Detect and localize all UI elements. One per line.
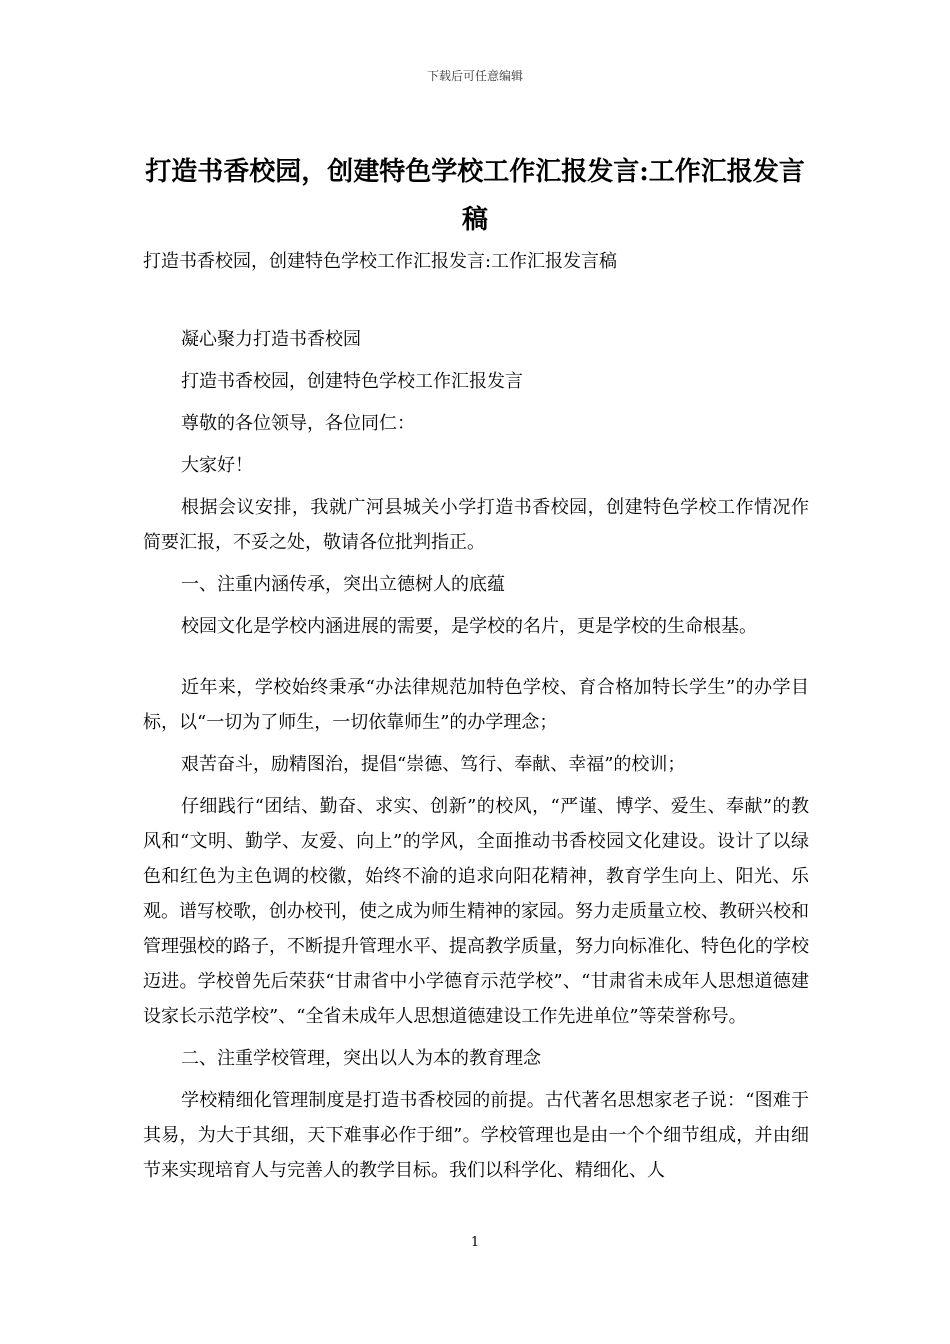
document-title: 打造书香校园，创建特色学校工作汇报发言:工作汇报发言稿 xyxy=(145,157,805,235)
paragraph: 打造书香校园，创建特色学校工作汇报发言 xyxy=(181,371,523,392)
paragraph: 尊敬的各位领导，各位同仁： xyxy=(181,413,415,434)
document-subtitle: 打造书香校园，创建特色学校工作汇报发言:工作汇报发言稿 xyxy=(143,251,618,272)
paragraph: 校园文化是学校内涵进展的需要，是学校的名片，更是学校的生命根基。 xyxy=(181,616,757,637)
section-heading: 一、注重内涵传承，突出立德树人的底蕴 xyxy=(181,574,505,595)
paragraph: 学校精细化管理制度是打造书香校园的前提。古代著名思想家老子说：“图难于其易，为大于其细，天下难事必作于细”。学校管理也是由一个个细节组成，并由细节来实现培育人与完善人的教学目标。我们以科学化、精细化、人 xyxy=(143,1090,809,1181)
paragraph: 近年来，学校始终秉承“办法律规范加特色学校、育合格加特长学生”的办学目标，以“一切为了师生，一切依靠师生”的办学理念； xyxy=(143,677,809,733)
paragraph: 凝心聚力打造书香校园 xyxy=(181,329,361,350)
paragraph: 仔细践行“团结、勤奋、求实、创新”的校风，“严谨、博学、爱生、奉献”的教风和“文明、勤学、友爱、向上”的学风，全面推动书香校园文化建设。设计了以绿色和红色为主色调的校徽，始终不渝的追求向阳花精神，教育学生向上、阳光、乐观。谱写校歌，创办校刊，使之成为师生精神的家园。努力走质量立校、教研兴校和管理强校的路子，不断提升管理水平、提高教学质量，努力向标准化、特色化的学校迈进。学校曾先后荣获“甘肃省中小学德育示范学校”、“甘肃省未成年人思想道德建设家长示范学校”、“全省未成年人思想道德建设工作先进单位”等荣誉称号。 xyxy=(143,796,809,1027)
paragraph: 艰苦奋斗，励精图治，提倡“崇德、笃行、奉献、幸福”的校训； xyxy=(181,754,686,775)
section-heading: 二、注重学校管理，突出以人为本的教育理念 xyxy=(181,1048,541,1069)
page-header-note: 下载后可任意编辑 xyxy=(426,69,523,83)
document-body xyxy=(143,322,809,1195)
page-number: 1 xyxy=(470,1235,480,1250)
paragraph: 大家好！ xyxy=(181,455,253,476)
paragraph: 根据会议安排，我就广河县城关小学打造书香校园，创建特色学校工作情况作简要汇报，不妥之处，敬请各位批判指正。 xyxy=(143,497,809,553)
